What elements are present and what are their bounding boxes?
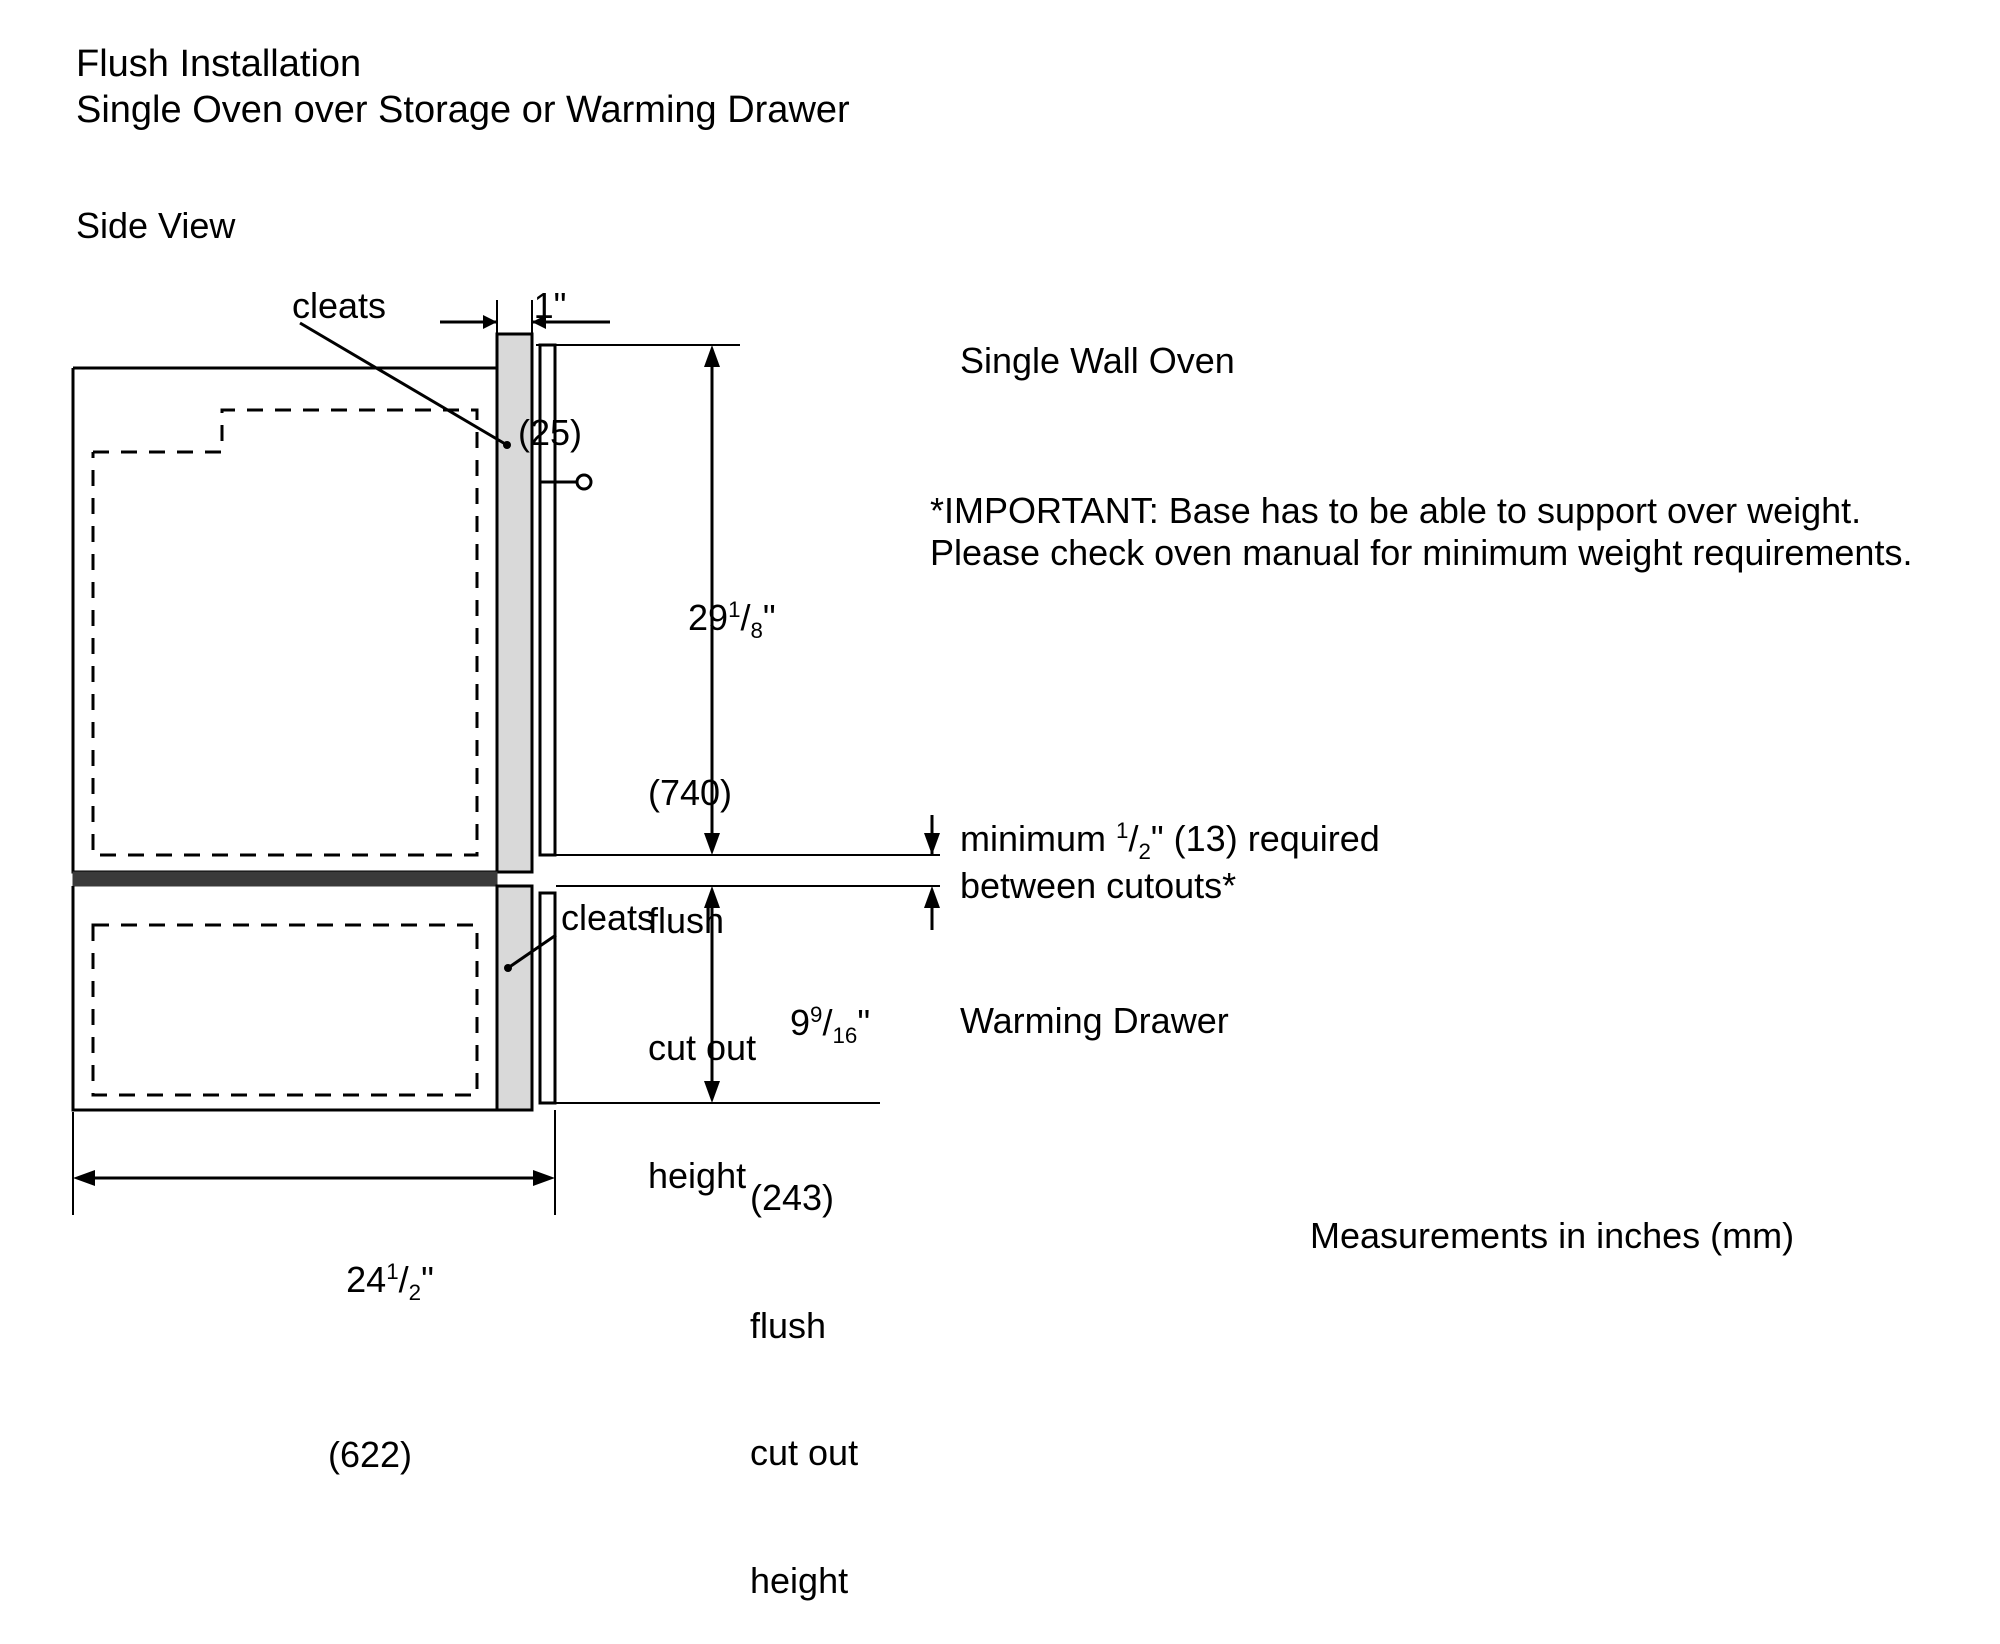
- shelf-between-cutouts: [73, 872, 497, 886]
- drawer-cabinet-outline: [73, 886, 497, 1110]
- dim-depth-value: $24^1/_2$": [346, 1259, 434, 1306]
- drawer-flush-panel: [497, 886, 532, 1110]
- minimum-gap-unit: ": [1150, 818, 1164, 859]
- dim-depth-whole: 24: [346, 1259, 387, 1301]
- oven-cabinet-outline: [73, 368, 497, 872]
- dim-depth-mm: (622): [327, 1434, 413, 1476]
- dim-oven-cutout-desc-3: height: [648, 1154, 747, 1196]
- minimum-gap-numerator: 1: [1116, 818, 1129, 843]
- dim-drawer-cutout-unit: ": [857, 1002, 871, 1044]
- minimum-gap-note: minimum $^1/_2$" (13) required between cutouts*: [960, 818, 1380, 907]
- dim-depth-numerator: 1: [386, 1259, 399, 1285]
- dim-oven-cutout-whole: 29: [688, 597, 729, 639]
- dim-drawer-cutout-label: [750, 875, 870, 1644]
- cleats-top-leader: [300, 323, 511, 449]
- dim-drawer-cutout-desc-3: height: [750, 1559, 849, 1601]
- page-title-line-1: Flush Installation: [76, 43, 362, 85]
- warming-drawer-label: Warming Drawer: [960, 1000, 1229, 1041]
- dim-oven-cutout-desc-2: cut out: [648, 1027, 757, 1069]
- page-title-line-2: Single Oven over Storage or Warming Drawer: [76, 89, 850, 131]
- cleats-top-label: cleats: [292, 285, 387, 326]
- minimum-gap-note-text-b: required: [1247, 818, 1380, 859]
- dim-panel-thickness-mm: (25): [517, 412, 583, 454]
- minimum-gap-note-line-2: between cutouts*: [960, 865, 1237, 907]
- dim-panel-thickness-inches: 1": [533, 284, 567, 326]
- dim-oven-cutout-unit: ": [762, 597, 776, 639]
- dim-oven-cutout-desc-1: flush: [648, 899, 725, 941]
- dim-panel-thickness-label: [490, 200, 610, 497]
- cleats-bottom-label: cleats: [561, 897, 656, 938]
- drawer-door-edge: [540, 893, 555, 1103]
- dim-oven-cutout-mm: (740): [648, 772, 733, 814]
- measurements-footer: Measurements in inches (mm): [1310, 1215, 1795, 1256]
- dim-drawer-cutout-desc-2: cut out: [750, 1432, 859, 1474]
- side-view-label: Side View: [76, 205, 236, 246]
- dim-drawer-cutout-whole: 9: [790, 1002, 811, 1044]
- minimum-gap-denominator: 2: [1138, 839, 1151, 865]
- dim-drawer-cutout-desc-1: flush: [750, 1304, 827, 1346]
- dim-drawer-cutout-value: $9^9/_{16}$": [790, 1002, 871, 1049]
- minimum-gap-mm: (13): [1173, 818, 1238, 859]
- important-note: *IMPORTANT: Base has to be able to support over weight. Please check oven manual for minimum weight requirements.: [930, 490, 1913, 573]
- minimum-gap-note-text-a: minimum: [960, 818, 1117, 859]
- dim-oven-cutout-denominator: 8: [750, 618, 763, 644]
- drawer-interior-dashed: [93, 925, 477, 1095]
- dim-depth-denominator: 2: [408, 1280, 422, 1306]
- dim-drawer-cutout-mm: (243): [750, 1177, 835, 1219]
- dim-depth-unit: ": [421, 1259, 434, 1301]
- dim-drawer-cutout-numerator: 9: [810, 1002, 823, 1028]
- single-wall-oven-label: Single Wall Oven: [960, 340, 1235, 381]
- dim-depth-label: [240, 1132, 500, 1519]
- oven-interior-dashed: [93, 410, 477, 855]
- dim-oven-cutout-numerator: 1: [728, 597, 741, 623]
- dim-drawer-cutout-denominator: 16: [832, 1023, 858, 1049]
- dim-oven-cutout-value: $29^1/_8$": [688, 597, 776, 644]
